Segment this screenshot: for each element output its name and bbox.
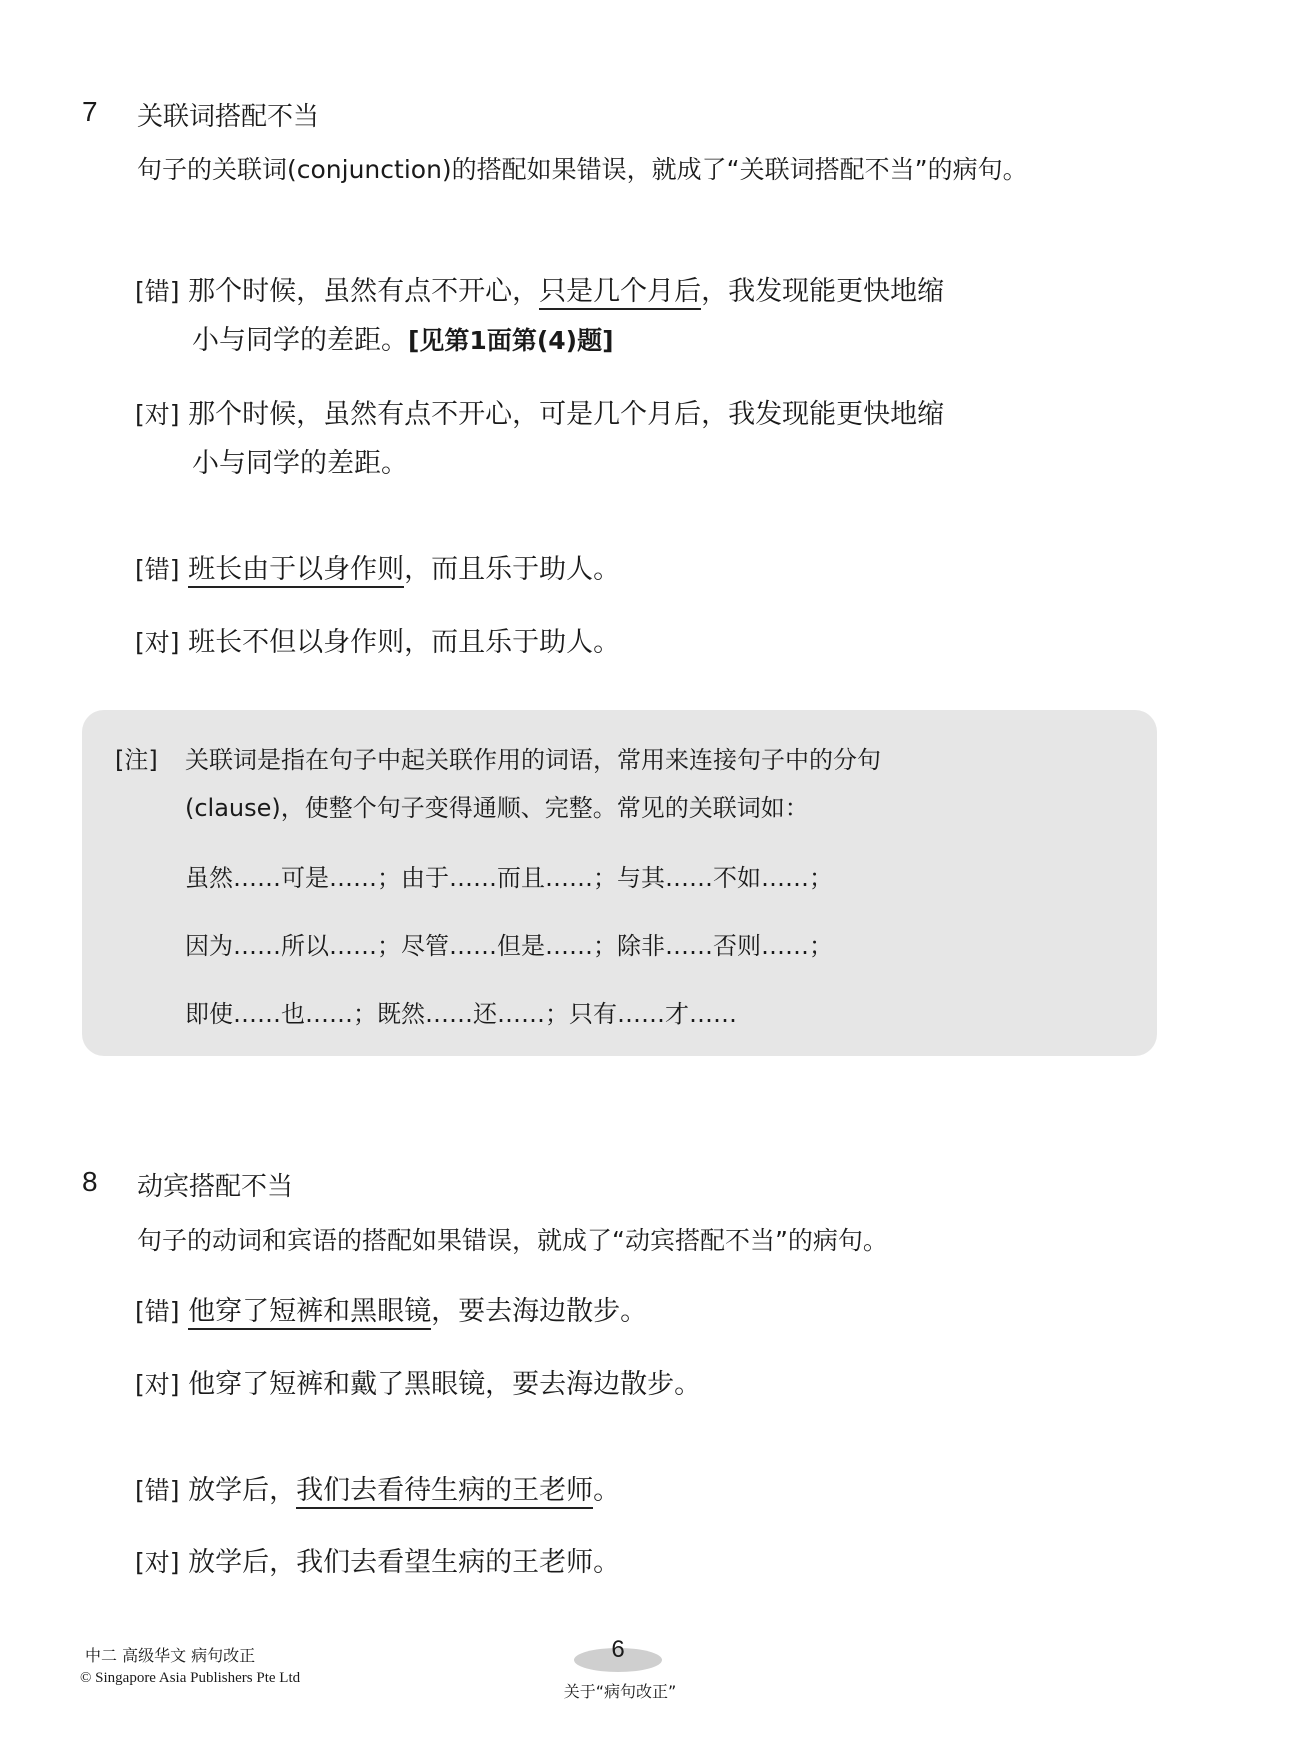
wrong-tag: [错] [135, 1476, 180, 1505]
wrong-tag: [错] [135, 555, 180, 584]
example-right [135, 1538, 620, 1588]
section-8-number: 8 [82, 1166, 98, 1197]
section-7-number: 7 [82, 96, 98, 127]
right-tag: [对] [135, 1370, 180, 1399]
footer-copyright: © Singapore Asia Publishers Pte Ltd [80, 1670, 301, 1686]
example-right-continuation [192, 439, 408, 489]
example-wrong [135, 1287, 647, 1337]
footer-book-title: 中二 高级华文 病句改正 [85, 1646, 256, 1665]
underlined-error: 只是几个月后 [539, 276, 701, 310]
note-text-line-2: (clause)，使整个句子变得通顺、完整。常见的关联词如： [185, 794, 809, 822]
right-tag: [对] [135, 1548, 180, 1577]
right-tag: [对] [135, 628, 180, 657]
section-8-title: 动宾搭配不当 [137, 1172, 294, 1202]
section-7-title: 关联词搭配不当 [137, 102, 320, 132]
sentence-text: 那个时候，虽然有点不开心，可是几个月后，我发现能更快地缩 [188, 399, 945, 430]
conjunction-pairs-row-2: 因为……所以……；尽管……但是……；除非……否则……； [185, 932, 833, 960]
example-wrong [135, 1466, 620, 1516]
sentence-text: 放学后，我们去看望生病的王老师。 [188, 1547, 621, 1578]
sentence-continuation: 小与同学的差距。 [192, 325, 408, 356]
sentence-after: ，要去海边散步。 [431, 1296, 648, 1327]
sentence-before: 那个时候，虽然有点不开心， [188, 276, 540, 307]
underlined-error: 他穿了短裤和黑眼镜 [188, 1296, 431, 1330]
note-tag: [注] [115, 746, 158, 774]
wrong-tag: [错] [135, 277, 180, 306]
sentence-before: 放学后， [188, 1475, 297, 1506]
wrong-tag: [错] [135, 1297, 180, 1326]
note-text-line-1: 关联词是指在句子中起关联作用的词语，常用来连接句子中的分句 [185, 746, 881, 774]
right-tag: [对] [135, 400, 180, 429]
sentence-after: 。 [593, 1475, 621, 1506]
example-right [135, 618, 620, 668]
sentence-after: ，而且乐于助人。 [404, 554, 621, 585]
cross-reference: [见第1面第(4)题] [408, 326, 614, 355]
footer-chapter-title: 关于“病句改正” [563, 1682, 677, 1701]
sentence-text: 他穿了短裤和戴了黑眼镜，要去海边散步。 [188, 1369, 702, 1400]
example-right [135, 390, 944, 440]
sentence-text: 班长不但以身作则，而且乐于助人。 [188, 627, 621, 658]
conjunction-pairs-row-3: 即使……也……；既然……还……；只有……才…… [185, 1000, 737, 1028]
conjunction-pairs-row-1: 虽然……可是……；由于……而且……；与其……不如……； [185, 864, 833, 892]
example-right [135, 1360, 701, 1410]
example-wrong-continuation [192, 316, 614, 366]
underlined-error: 班长由于以身作则 [188, 554, 404, 588]
sentence-after: ，我发现能更快地缩 [701, 276, 945, 307]
underlined-error: 我们去看待生病的王老师 [296, 1475, 593, 1509]
page-number: 6 [611, 1636, 625, 1663]
example-wrong [135, 545, 620, 595]
section-8-description: 句子的动词和宾语的搭配如果错误，就成了“动宾搭配不当”的病句。 [137, 1226, 888, 1255]
sentence-continuation: 小与同学的差距。 [192, 448, 408, 479]
example-wrong [135, 267, 944, 317]
section-7-description: 句子的关联词(conjunction)的搭配如果错误，就成了“关联词搭配不当”的病句。 [137, 155, 1028, 184]
